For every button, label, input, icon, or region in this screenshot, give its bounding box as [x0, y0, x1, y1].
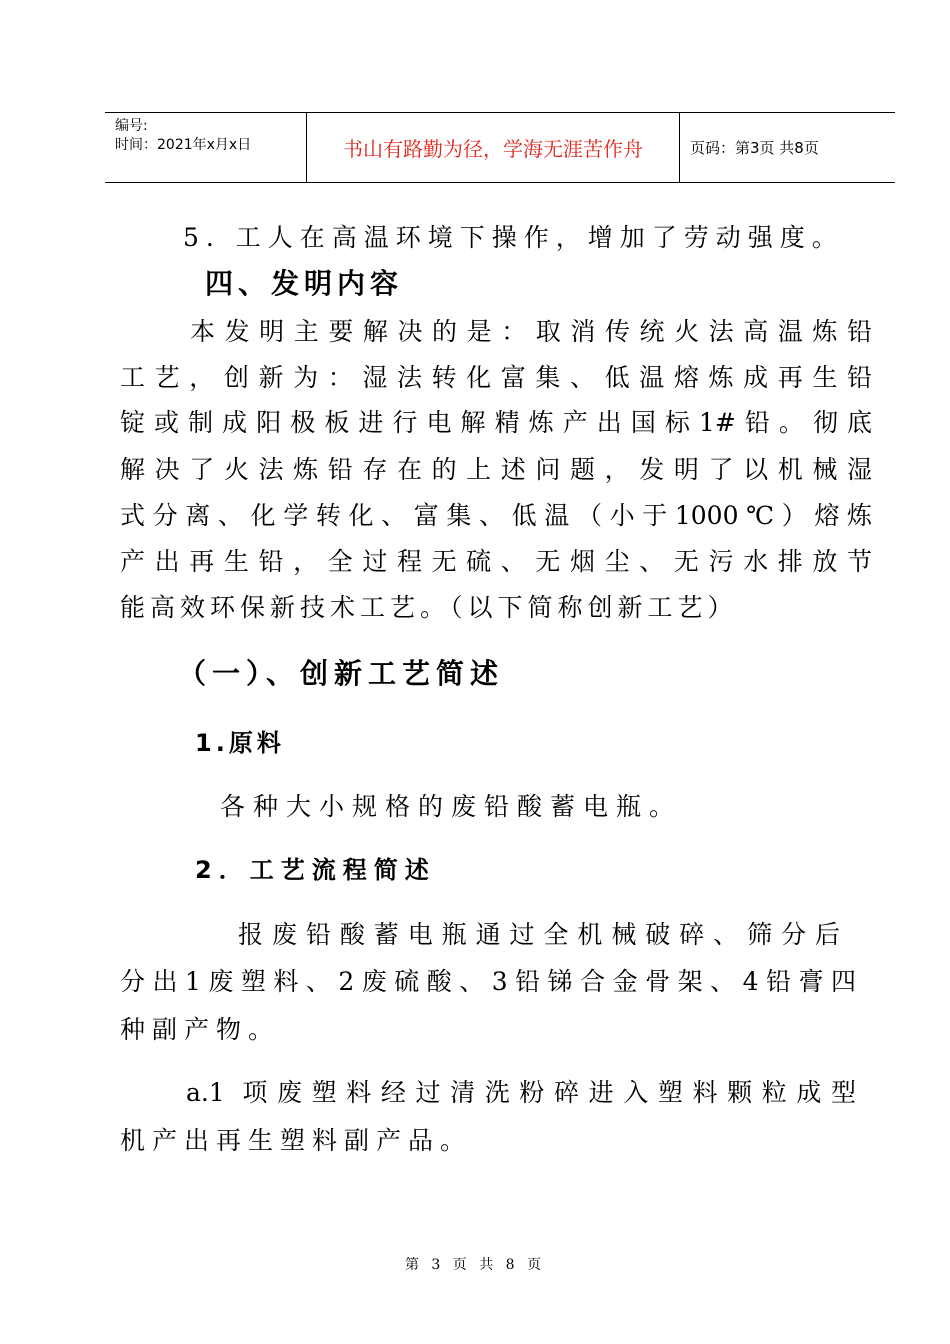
sub1-text: 各种大小规格的废铅酸蓄电瓶。 — [220, 792, 683, 821]
para3-line-2: 机产出再生塑料副产品。 — [120, 1126, 473, 1155]
header-motto: 书山有路勤为径，学海无涯苦作舟 — [307, 113, 680, 182]
para2-line-2: 分出1废塑料、2废硫酸、3铅锑合金骨架、4铅膏四 — [120, 967, 856, 996]
header-meta — [105, 113, 307, 182]
sub2-title: 2．工艺流程简述 — [195, 856, 436, 884]
para1-line-4: 解决了火法炼铅存在的上述问题，发明了以机械湿 — [120, 455, 872, 484]
body-line-1: 5. 工人在高温环境下操作，增加了劳动强度。 — [183, 223, 844, 252]
heading-invention: 四、发明内容 — [205, 267, 404, 300]
page-footer: 第 3 页 共 8 页 — [404, 1257, 546, 1273]
header-page-info: 页码：第3页 共8页 — [690, 139, 819, 157]
para1-line-3: 锭或制成阳极板进行电解精炼产出国标1#铅。彻底 — [120, 408, 872, 437]
para1-line-5: 式分离、化学转化、富集、低温（小于1000℃）熔炼 — [120, 501, 872, 530]
para2-line-3: 种副产物。 — [120, 1015, 281, 1044]
para1-line-6: 产出再生铅，全过程无硫、无烟尘、无污水排放节 — [120, 547, 872, 576]
section-title: （一）、创新工艺简述 — [178, 657, 505, 690]
para1-line-7: 能高效环保新技术工艺。（以下简称创新工艺） — [120, 593, 738, 622]
time-label: 时间：2021年x月x日 — [115, 137, 252, 153]
para3-line-1: a.1 项废塑料经过清洗粉碎进入塑料颗粒成型 — [186, 1078, 856, 1107]
page-header — [105, 112, 895, 183]
para1-line-1: 本发明主要解决的是：取消传统火法高温炼铅 — [190, 317, 872, 346]
para2-line-1: 报废铅酸蓄电瓶通过全机械破碎、筛分后 — [238, 920, 840, 949]
number-label: 编号: — [115, 118, 148, 134]
para1-line-2: 工艺，创新为：湿法转化富集、低温熔炼成再生铅 — [120, 363, 872, 392]
sub1-title: 1.原料 — [195, 729, 285, 757]
